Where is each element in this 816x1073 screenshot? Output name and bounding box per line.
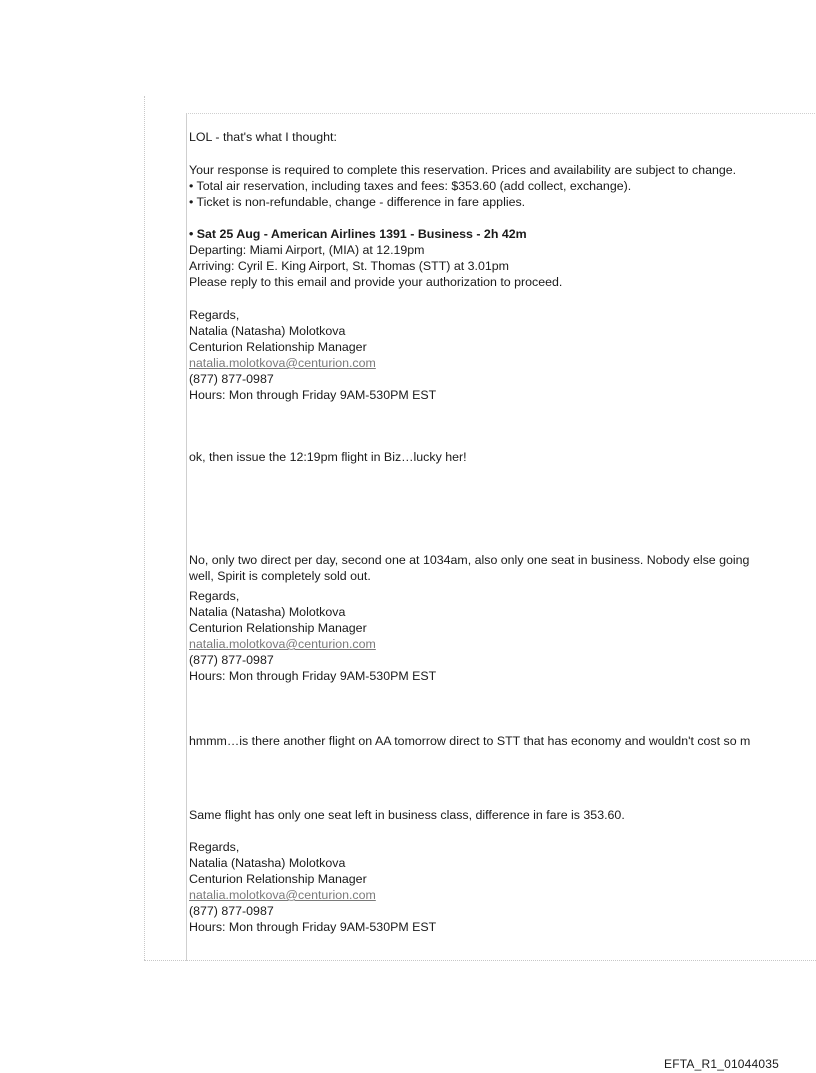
- email-thread: [189, 0, 816, 1073]
- reply-1-departing: Departing: Miami Airport, (MIA) at 12.19pm: [189, 243, 425, 257]
- outer-border-left: [144, 96, 145, 960]
- signature-hours: Hours: Mon through Friday 9AM-530PM EST: [189, 920, 437, 934]
- signature-title: Centurion Relationship Manager: [189, 340, 367, 354]
- signature-regards: Regards,: [189, 308, 240, 322]
- reply-1-flight-summary: • Sat 25 Aug - American Airlines 1391 - Business - 2h 42m: [189, 227, 527, 241]
- signature-title: Centurion Relationship Manager: [189, 872, 367, 886]
- signature-regards: Regards,: [189, 589, 240, 603]
- reply-1-ticket-terms: • Ticket is non-refundable, change - difference in fare applies.: [189, 195, 526, 209]
- reply-5-text: Same flight has only one seat left in business class, difference in fare is 353.60.: [189, 808, 625, 822]
- signature-email-link[interactable]: natalia.molotkova@centurion.com: [189, 637, 376, 651]
- signature-regards: Regards,: [189, 840, 240, 854]
- signature-phone: (877) 877-0987: [189, 372, 274, 386]
- signature-hours: Hours: Mon through Friday 9AM-530PM EST: [189, 669, 437, 683]
- signature-title: Centurion Relationship Manager: [189, 621, 367, 635]
- signature-phone: (877) 877-0987: [189, 904, 274, 918]
- signature-name: Natalia (Natasha) Molotkova: [189, 605, 346, 619]
- message-4-text: hmmm…is there another flight on AA tomorrow direct to STT that has economy and wouldn't cost so m: [189, 734, 751, 748]
- reply-1-intro: LOL - that's what I thought:: [189, 130, 337, 144]
- signature-name: Natalia (Natasha) Molotkova: [189, 856, 346, 870]
- reply-1-authorization-request: Please reply to this email and provide your authorization to proceed.: [189, 275, 563, 289]
- signature-phone: (877) 877-0987: [189, 653, 274, 667]
- document-id: EFTA_R1_01044035: [664, 1057, 780, 1071]
- signature-email-link[interactable]: natalia.molotkova@centurion.com: [189, 888, 376, 902]
- reply-1-required-notice: Your response is required to complete this reservation. Prices and availability are subject to change.: [189, 163, 737, 177]
- signature-name: Natalia (Natasha) Molotkova: [189, 324, 346, 338]
- reply-3-line-2: well, Spirit is completely sold out.: [189, 569, 371, 583]
- signature-email-link[interactable]: natalia.molotkova@centurion.com: [189, 356, 376, 370]
- reply-1-arriving: Arriving: Cyril E. King Airport, St. Thomas (STT) at 3.01pm: [189, 259, 509, 273]
- message-2-text: ok, then issue the 12:19pm flight in Biz…lucky her!: [189, 450, 467, 464]
- reply-3-line-1: No, only two direct per day, second one at 1034am, also only one seat in business. Nobody else going: [189, 553, 750, 567]
- reply-1-total-fare: • Total air reservation, including taxes and fees: $353.60 (add collect, exchange).: [189, 179, 632, 193]
- signature-hours: Hours: Mon through Friday 9AM-530PM EST: [189, 388, 437, 402]
